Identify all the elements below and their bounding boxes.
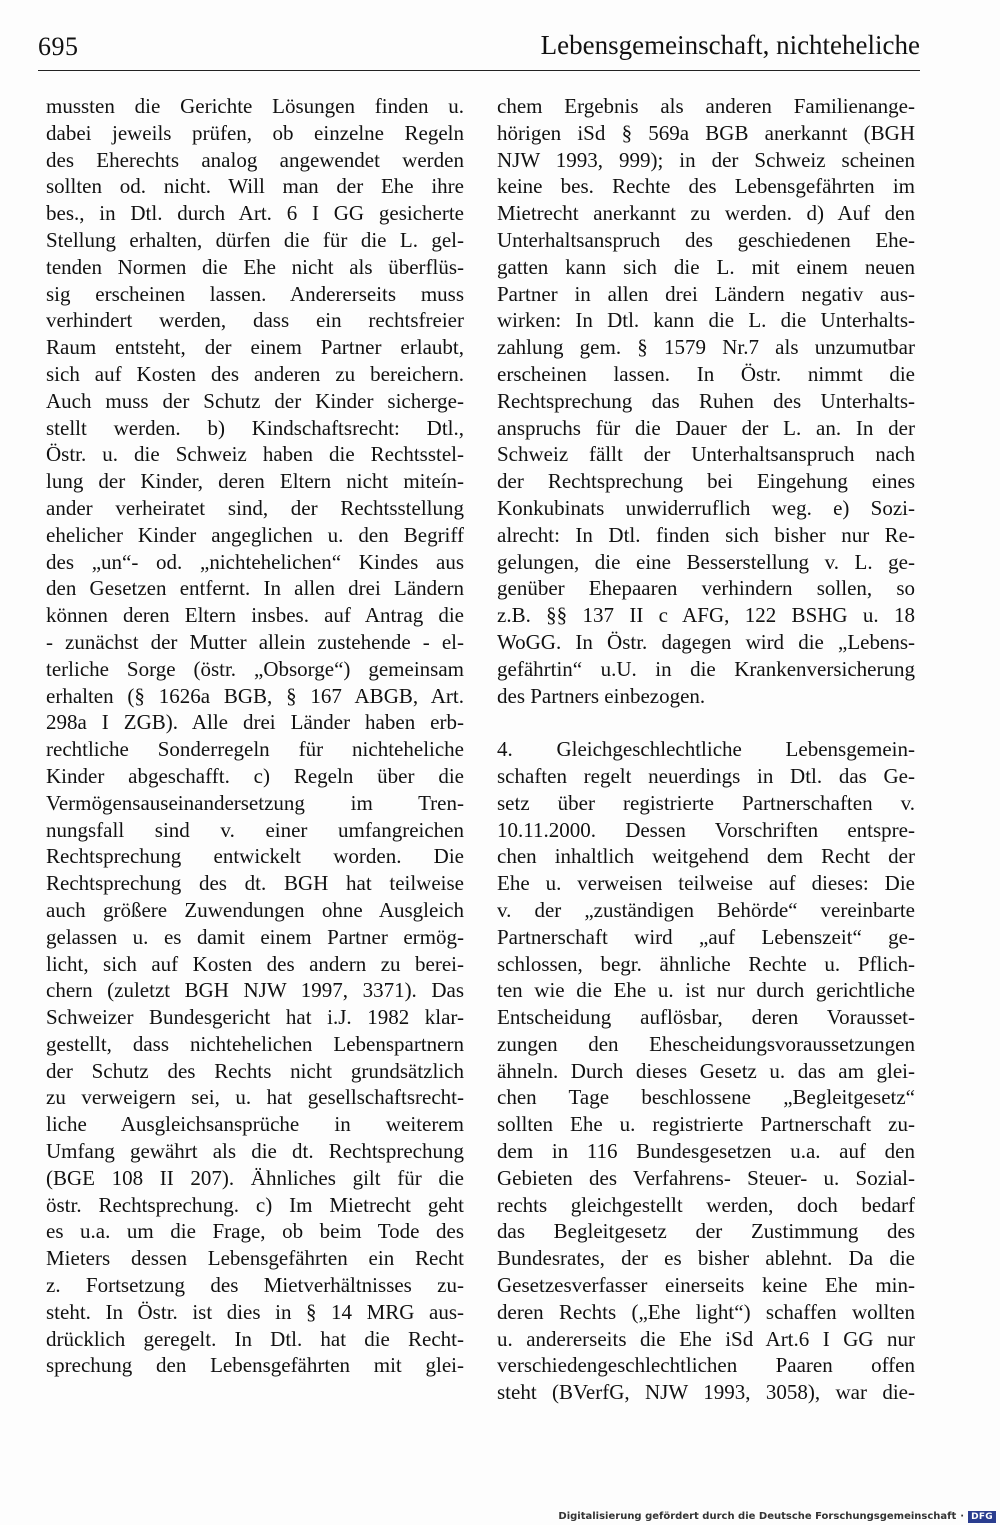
text-line: Rechtsprechung des dt. BGH hat teilweise <box>46 871 464 896</box>
text-line: hörigen iSd § 569a BGB anerkannt (BGH <box>497 120 915 145</box>
text-line: erscheinen lassen. In Östr. nimmt die <box>497 361 915 386</box>
text-line: Bundesrates, der es bisher ablehnt. Da die <box>497 1246 915 1271</box>
text-line: z.B. §§ 137 II c AFG, 122 BSHG u. 18 <box>497 603 915 628</box>
text-line: rechts gleichgestellt werden, doch bedarf <box>497 1192 915 1217</box>
text-line: setz über registrierte Partnerschaften v. <box>497 790 915 815</box>
text-line: keine bes. Rechte des Lebensgefährten im <box>497 174 915 199</box>
text-line: der Rechtsprechung bei Eingehung eines <box>497 469 915 494</box>
text-line: sprechung den Lebensgefährten mit glei- <box>46 1353 464 1378</box>
text-line: Vermögensauseinandersetzung im Tren- <box>46 790 464 815</box>
text-line: auch größere Zuwendungen ohne Ausgleich <box>46 897 464 922</box>
text-line: Stellung erhalten, dürfen die für die L. gel- <box>46 227 464 252</box>
text-line: des Partners einbezogen. <box>497 683 706 708</box>
text-line: Umfang gewährt als die dt. Rechtsprechung <box>46 1139 464 1164</box>
text-line: können deren Eltern insbes. auf Antrag die <box>46 603 464 628</box>
text-line: gestellt, dass nichtehelichen Lebenspartnern <box>46 1031 464 1056</box>
digitization-footer <box>558 1508 1000 1525</box>
text-line: rechtliche Sonderregeln für nichteheliche <box>46 737 464 762</box>
text-line: schaften regelt neuerdings in Dtl. das Ge- <box>497 763 915 788</box>
text-line: Auch muss der Schutz der Kinder sicherge- <box>46 388 464 413</box>
text-line: Gesetzesverfasser einerseits keine Ehe min- <box>497 1273 915 1298</box>
text-line: gatten kann sich die L. mit einem neuen <box>497 254 915 279</box>
text-line: - zunächst der Mutter allein zustehende - el- <box>46 629 464 654</box>
page-number: 695 <box>38 32 79 61</box>
text-line: Rechtsprechung das Ruhen des Unterhalts- <box>497 388 915 413</box>
text-line: Konkubinats unwiderruflich weg. e) Sozi- <box>497 495 915 520</box>
text-line: chem Ergebnis als anderen Familienange- <box>497 94 915 118</box>
text-line: chen Tage beschlossene „Begleitgesetz“ <box>497 1085 915 1110</box>
text-line: 10.11.2000. Dessen Vorschriften entspre- <box>497 817 915 842</box>
text-line: verschiedengeschlechtlichen Paaren offen <box>497 1353 915 1378</box>
text-line: NJW 1993, 999); in der Schweiz scheinen <box>497 147 915 172</box>
text-line: genüber Ehepaaren verhindern sollen, so <box>497 576 915 601</box>
text-line: v. der „zuständigen Behörde“ vereinbarte <box>497 897 915 922</box>
text-line: erhalten (§ 1626a BGB, § 167 ABGB, Art. <box>46 683 464 708</box>
text-line: bes., in Dtl. durch Art. 6 I GG gesicherte <box>46 201 464 226</box>
text-line: östr. Rechtsprechung. c) Im Mietrecht geht <box>46 1192 464 1217</box>
dfg-logo: DFG <box>968 1511 996 1523</box>
text-line: zungen den Ehescheidungsvoraussetzungen <box>497 1031 915 1056</box>
text-line: des Eherechts analog angewendet werden <box>46 147 464 172</box>
paragraph-gap <box>497 709 915 736</box>
text-line: Rechtsprechung entwickelt worden. Die <box>46 844 464 869</box>
text-line: chen inhaltlich weitgehend dem Recht der <box>497 844 915 869</box>
text-line: zu verweigern sei, u. hat gesellschaftsrecht- <box>46 1085 464 1110</box>
text-line: sollten Ehe u. registrierte Partnerschaft zu- <box>497 1112 915 1137</box>
text-line: Raum entsteht, der einem Partner erlaubt, <box>46 335 464 360</box>
text-line: Unterhaltsanspruch des geschiedenen Ehe- <box>497 227 915 252</box>
text-line: wirken: In Dtl. kann die L. die Unterhalts- <box>497 308 915 333</box>
text-line: ten wie die Ehe u. ist nur durch gerichtliche <box>497 978 915 1003</box>
text-line: Östr. u. die Schweiz haben die Rechtsstel- <box>46 442 464 467</box>
text-line: lung der Kinder, deren Eltern nicht miteín- <box>46 469 464 494</box>
page-header <box>38 30 920 71</box>
text-line: Mieters dessen Lebensgefährten ein Recht <box>46 1246 464 1271</box>
text-line: schlossen, begr. ähnliche Rechte u. Pflich- <box>497 951 915 976</box>
text-line: das Begleitgesetz der Zustimmung des <box>497 1219 915 1244</box>
text-line: Gebieten des Verfahrens- Steuer- u. Sozial- <box>497 1165 915 1190</box>
text-line: ähneln. Durch dieses Gesetz u. das am glei- <box>497 1058 915 1083</box>
text-line: WoGG. In Östr. dagegen wird die „Lebens- <box>497 629 915 654</box>
text-line: Schweizer Bundesgericht hat i.J. 1982 klar- <box>46 1005 464 1030</box>
text-line: drücklich geregelt. In Dtl. hat die Recht- <box>46 1326 464 1351</box>
footer-credit: Digitalisierung gefördert durch die Deutsche Forschungsgemeinschaft <box>558 1511 957 1522</box>
text-line: deren Rechts („Ehe light“) schaffen wollten <box>497 1299 915 1324</box>
text-line: 298a I ZGB). Alle drei Länder haben erb- <box>46 710 464 735</box>
text-line: liche Ausgleichsansprüche in weiterem <box>46 1112 464 1137</box>
text-line: gelassen u. es damit einem Partner ermög- <box>46 924 464 949</box>
text-line: Partner in allen drei Ländern negativ aus- <box>497 281 915 306</box>
running-head: Lebensgemeinschaft, nichteheliche <box>540 30 920 60</box>
text-line: Kinder abgeschafft. c) Regeln über die <box>46 763 464 788</box>
text-line: dem in 116 Bundesgesetzen u.a. auf den <box>497 1139 915 1164</box>
text-line: Mietrecht anerkannt zu werden. d) Auf den <box>497 201 915 226</box>
footer-separator: · <box>960 1511 965 1522</box>
text-line: sig erscheinen lassen. Andererseits muss <box>46 281 464 306</box>
text-line: der Schutz des Rechts nicht grundsätzlich <box>46 1058 464 1083</box>
text-line: Entscheidung auflösbar, deren Vorausset- <box>497 1005 915 1030</box>
text-line: zahlung gem. § 1579 Nr.7 als unzumutbar <box>497 335 915 360</box>
right-column <box>497 93 915 1406</box>
text-line: den Gesetzen entfernt. In allen drei Ländern <box>46 576 464 601</box>
text-line: Ehe u. verweisen teilweise auf dieses: Die <box>497 871 915 896</box>
text-line: tenden Normen die Ehe nicht als überflüs- <box>46 254 464 279</box>
text-line: sollten od. nicht. Will man der Ehe ihre <box>46 174 464 199</box>
text-line: (BGE 108 II 207). Ähnliches gilt für die <box>46 1165 464 1190</box>
text-line: dabei jeweils prüfen, ob einzelne Regeln <box>46 120 464 145</box>
text-line: steht. In Östr. ist dies in § 14 MRG aus- <box>46 1299 464 1324</box>
text-line: anspruchs für die Dauer der L. an. In der <box>497 415 915 440</box>
text-line: stellt werden. b) Kindschaftsrecht: Dtl., <box>46 415 464 440</box>
left-column <box>46 93 464 1379</box>
text-line: gefährtin“ u.U. in die Krankenversicherung <box>497 656 915 681</box>
text-line: licht, sich auf Kosten des andern zu berei- <box>46 951 464 976</box>
text-line: des „un“- od. „nichtehelichen“ Kindes aus <box>46 549 464 574</box>
text-line: mussten die Gerichte Lösungen finden u. <box>46 94 464 118</box>
text-line: nungsfall sind v. einer umfangreichen <box>46 817 464 842</box>
text-line: gelungen, die eine Besserstellung v. L. ge- <box>497 549 915 574</box>
text-line: 4. Gleichgeschlechtliche Lebensgemein- <box>497 737 915 762</box>
text-line: z. Fortsetzung des Mietverhältnisses zu- <box>46 1273 464 1298</box>
text-line: verhindert werden, dass ein rechtsfreier <box>46 308 464 333</box>
text-line: sich auf Kosten des anderen zu bereichern. <box>46 361 464 386</box>
text-line: steht (BVerfG, NJW 1993, 3058), war die- <box>497 1380 915 1405</box>
text-line: u. andererseits die Ehe iSd Art.6 I GG nur <box>497 1326 915 1351</box>
text-line: es u.a. um die Frage, ob beim Tode des <box>46 1219 464 1244</box>
text-line: alrecht: In Dtl. finden sich bisher nur Re- <box>497 522 915 547</box>
text-line: ehelicher Kinder angeglichen u. den Begriff <box>46 522 464 547</box>
text-line: terliche Sorge (östr. „Obsorge“) gemeinsam <box>46 656 464 681</box>
text-line: Schweiz fällt der Unterhaltsanspruch nach <box>497 442 915 467</box>
text-line: ander verheiratet sind, der Rechtsstellung <box>46 495 464 520</box>
text-line: chern (zuletzt BGH NJW 1997, 3371). Das <box>46 978 464 1003</box>
text-line: Partnerschaft wird „auf Lebenszeit“ ge- <box>497 924 915 949</box>
